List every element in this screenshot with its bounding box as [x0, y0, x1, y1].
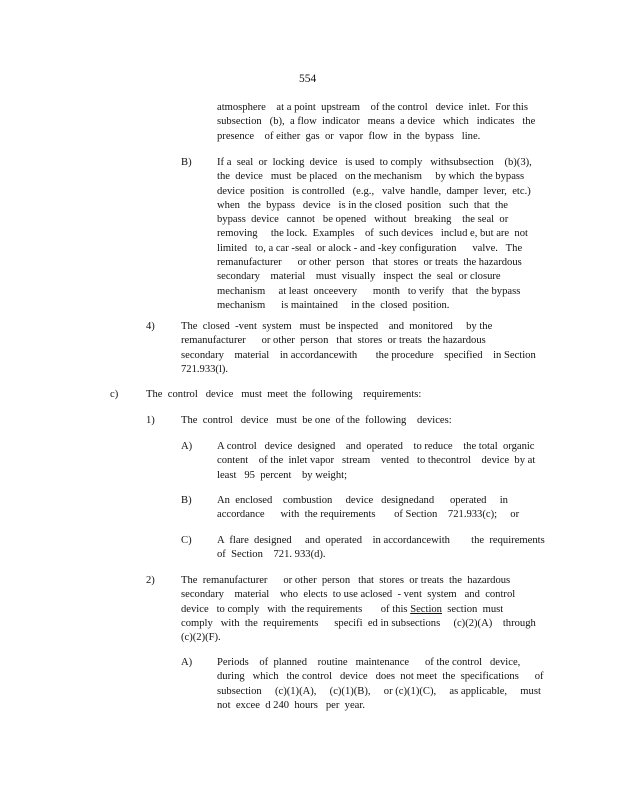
paragraph-seal-device	[217, 156, 542, 313]
text-line: atmosphere at a point upstream of the control device inlet. For this	[217, 102, 528, 113]
page-number: 554	[299, 73, 317, 85]
text-line	[181, 603, 541, 617]
text-line: remanufacturer or other person that stores or treats the hazardous	[217, 257, 522, 269]
text-line: The control device must be one of the following devices:	[181, 415, 452, 426]
text-line: Periods of planned routine maintenance of the control device,	[217, 657, 521, 668]
text-line: bypass device cannot be opened without breaking the seal or	[217, 214, 509, 226]
text-line: accordance with the requirements of Section 721.933(c); or	[217, 509, 520, 521]
text-line: during which the control device does not meet the specifications of	[217, 671, 544, 683]
list-marker: 1)	[146, 415, 155, 426]
paragraph-enclosed-combustion	[217, 494, 542, 523]
list-marker: A)	[181, 441, 193, 452]
text-line: subsection (c)(1)(A), (c)(1)(B), or (c)(1)(C), as applicable, must	[217, 685, 541, 697]
text-line: If a seal or locking device is used to comply withsubsection (b)(3),	[217, 157, 532, 168]
list-marker: 2)	[146, 575, 155, 586]
paragraph-device-list	[181, 414, 541, 428]
text-line: content of the inlet vapor stream vented to thecontrol device by at	[217, 455, 536, 467]
text-fragment: section must	[441, 603, 504, 615]
text-line: secondary material in accordancewith the procedure specified in Section	[181, 349, 536, 361]
paragraph-reduce-organic	[217, 440, 542, 483]
text-line: comply with the requirements specifi ed in subsections (c)(2)(A) through	[181, 617, 536, 629]
paragraph-flare	[217, 534, 545, 563]
text-line: The control device must meet the following requirements:	[146, 389, 422, 400]
text-line: remanufacturer or other person that stores or treats the hazardous	[181, 335, 486, 347]
text-line: of Section 721. 933(d).	[217, 549, 326, 561]
text-fragment: device to comply with the requirements of this	[181, 603, 411, 615]
text-line: The remanufacturer or other person that stores or treats the hazardous	[181, 575, 511, 586]
text-line: not excee d 240 hours per year.	[217, 699, 365, 711]
text-line: (c)(2)(F).	[181, 632, 221, 644]
list-marker: B)	[181, 495, 192, 506]
text-line: secondary material must visually inspect the seal or closure	[217, 271, 501, 283]
text-line: limited to, a car -seal or alock - and -key configuration valve. The	[217, 242, 523, 254]
text-line: subsection (b), a flow indicator means a device which indicates the	[217, 116, 536, 128]
text-line: mechanism is maintained in the closed position.	[217, 299, 450, 311]
list-marker: A)	[181, 657, 193, 668]
text-line: The closed -vent system must be inspected and monitored by the	[181, 321, 493, 332]
list-marker: c)	[110, 389, 119, 400]
text-line: An enclosed combustion device designedand operated in	[217, 495, 508, 506]
text-line: 721.933(l).	[181, 363, 229, 375]
paragraph-maintenance	[217, 656, 547, 713]
text-line: A flare designed and operated in accordancewith the requirements	[217, 535, 545, 546]
text-line: when the bypass device is in the closed position such that the	[217, 199, 508, 211]
paragraph-closed-vent-election	[181, 574, 541, 645]
text-line: removing the lock. Examples of such devices includ e, but are not	[217, 228, 528, 240]
text-line: device position is controlled (e.g., valve handle, damper lever, etc.)	[217, 185, 531, 197]
list-marker: C)	[181, 535, 192, 546]
text-line: least 95 percent by weight;	[217, 469, 348, 481]
list-marker: 4)	[146, 321, 155, 332]
underlined-word: Section	[410, 603, 442, 615]
paragraph-control-device	[146, 388, 546, 402]
text-line: secondary material who elects to use aclosed - vent system and control	[181, 589, 516, 601]
text-line: mechanism at least onceevery month to verify that the bypass	[217, 285, 521, 297]
text-line: presence of either gas or vapor flow in the bypass line.	[217, 130, 481, 142]
list-marker: B)	[181, 157, 192, 168]
paragraph-flow-indicator	[217, 101, 542, 144]
text-line: A control device designed and operated to reduce the total organic	[217, 441, 535, 452]
text-line: the device must be placed on the mechanism by which the bypass	[217, 171, 525, 183]
paragraph-closed-vent	[181, 320, 536, 377]
